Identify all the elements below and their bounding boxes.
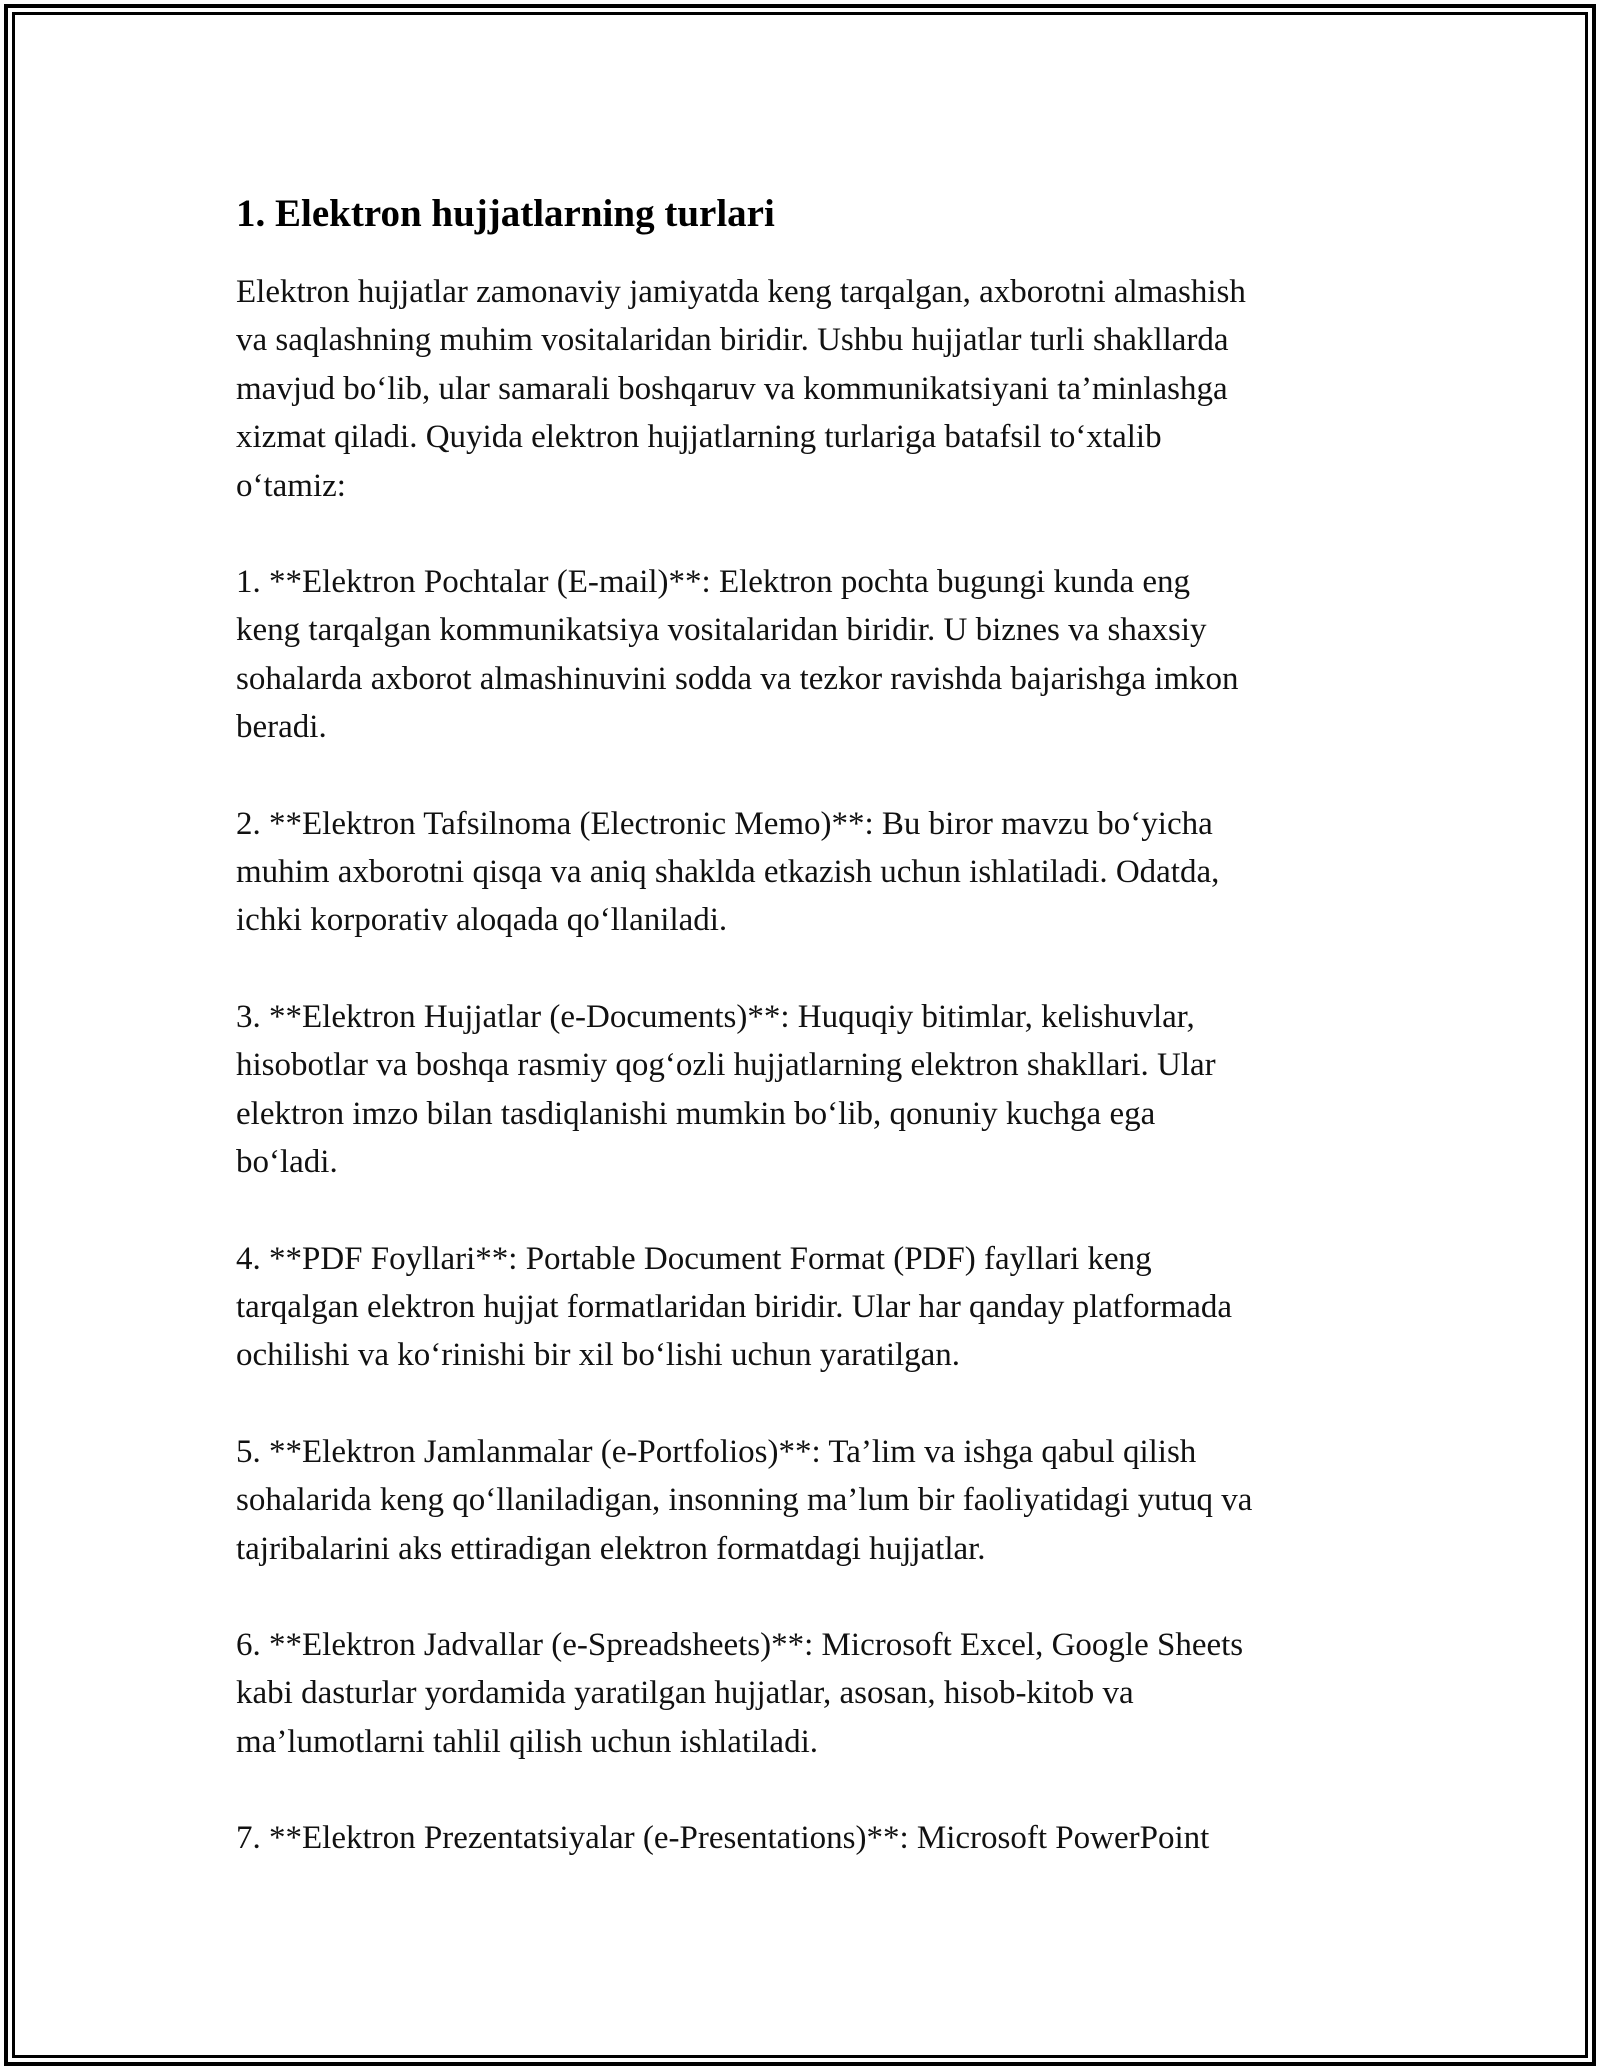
document-title: 1. Elektron hujjatlarning turlari [236, 192, 775, 235]
intro-paragraph: Elektron hujjatlar zamonaviy jamiyatda keng tarqalgan, axborotni almashish va saqlashning muhim vositalaridan biridir. Ushbu hujjatlar turli shakllarda mavjud bo‘lib, ular samarali boshqaruv va kommunikatsiyani ta’minlashga xizmat qiladi. Quyida elektron hujjatlarning turlariga batafsil to‘xtalib o‘tamiz: [236, 274, 1246, 504]
list-item-e-documents: 3. **Elektron Hujjatlar (e-Documents)**: Huquqiy bitimlar, kelishuvlar, hisobotlar va boshqa rasmiy qog‘ozli hujjatlarning elektron shakllari. Ular elektron imzo bilan tasdiqlanishi mumkin bo‘lib, qonuniy kuchga ega bo‘ladi. [236, 998, 1216, 1181]
list-item-email: 1. **Elektron Pochtalar (E-mail)**: Elektron pochta bugungi kunda eng keng tarqalgan kommunikatsiya vositalaridan biridir. U biznes va shaxsiy sohalarda axborot almashinuvini sodda va tezkor ravishda bajarishga imkon beradi. [236, 564, 1239, 746]
list-item-e-portfolios: 5. **Elektron Jamlanmalar (e-Portfolios)**: Ta’lim va ishga qabul qilish sohalarida keng qo‘llaniladigan, insonning ma’lum bir faoliyatidagi yutuq va tajribalarini aks ettiradigan elektron formatdagi hujjatlar. [236, 1433, 1253, 1567]
list-item-e-presentations: 7. **Elektron Prezentatsiyalar (e-Presentations)**: Microsoft PowerPoint [236, 1820, 1210, 1857]
document-body [236, 186, 1376, 1863]
list-item-memo: 2. **Elektron Tafsilnoma (Electronic Memo)**: Bu biror mavzu bo‘yicha muhim axborotni qisqa va aniq shaklda etkazish uchun ishlatiladi. Odatda, ichki korporativ aloqada qo‘llaniladi. [236, 805, 1220, 939]
list-item-pdf: 4. **PDF Foyllari**: Portable Document Format (PDF) fayllari keng tarqalgan elektron hujjat formatlaridan biridir. Ular har qanday platformada ochilishi va ko‘rinishi bir xil bo‘lishi uchun yaratilgan. [236, 1240, 1233, 1374]
list-item-e-spreadsheets: 6. **Elektron Jadvallar (e-Spreadsheets)**: Microsoft Excel, Google Sheets kabi dasturlar yordamida yaratilgan hujjatlar, asosan, hisob-kitob va ma’lumotlarni tahlil qilish uchun ishlatiladi. [236, 1626, 1244, 1760]
